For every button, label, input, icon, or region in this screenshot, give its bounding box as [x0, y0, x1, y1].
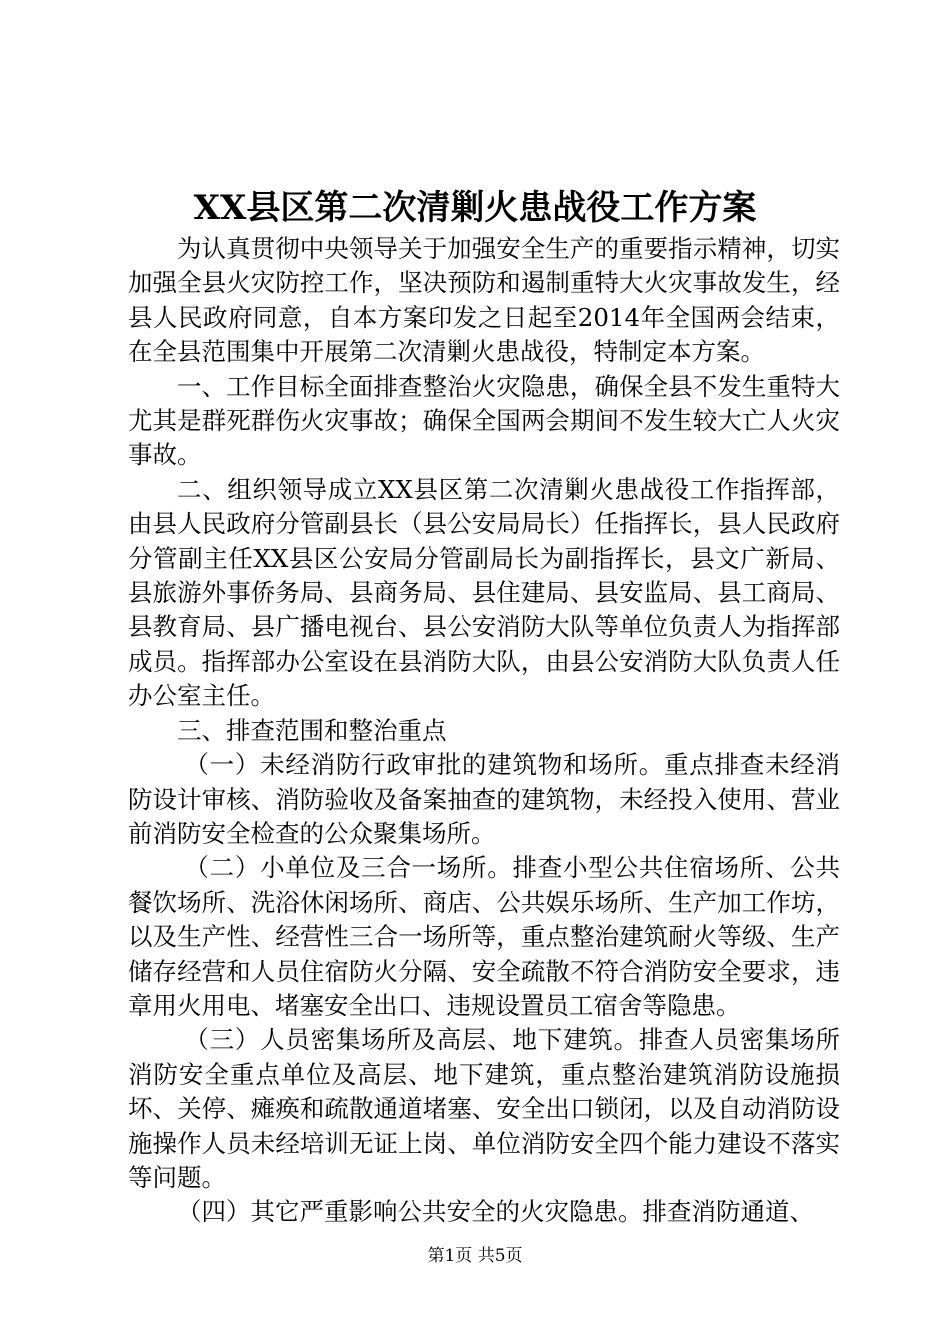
paragraph-subsection-2: （二）小单位及三合一场所。排查小型公共住宿场所、公共餐饮场所、洗浴休闲场所、商店、公共娱乐场所、生产加工作坊，以及生产性、经营性三合一场所等，重点整治建筑耐火等级、生产储存经营和人员住宿防火分隔、安全疏散不符合消防安全要求，违章用火用电、堵塞安全出口、违规设置员工宿舍等隐患。: [128, 853, 840, 1020]
paragraph-section-2-organization: 二、组织领导成立XX县区第二次清剿火患战役工作指挥部，由县人民政府分管副县长（县公安局局长）任指挥长，县人民政府分管副主任XX县区公安局分管副局长为副指挥长，县文广新局、县旅游外事侨务局、县商务局、县住建局、县安监局、县工商局、县教育局、县广播电视台、县公安消防大队等单位负责人为指挥部成员。指挥部办公室设在县消防大队，由县公安消防大队负责人任办公室主任。: [128, 474, 840, 711]
paragraph-section-1-goals: 一、工作目标全面排查整治火灾隐患，确保全县不发生重特大尤其是群死群伤火灾事故；确保全国两会期间不发生较大亡人火灾事故。: [128, 371, 840, 470]
page-number-footer: 第1页 共5页: [427, 1246, 523, 1266]
document-body: [128, 232, 840, 1230]
paragraph-subsection-1: （一）未经消防行政审批的建筑物和场所。重点排查未经消防设计审核、消防验收及备案抽查的建筑物，未经投入使用、营业前消防安全检查的公众聚集场所。: [128, 750, 840, 848]
document-title: XX县区第二次清剿火患战役工作方案: [193, 188, 757, 228]
heading-section-3-scope: 三、排查范围和整治重点: [177, 715, 447, 745]
paragraph-subsection-3: （三）人员密集场所及高层、地下建筑。排查人员密集场所消防安全重点单位及高层、地下建筑，重点整治建筑消防设施损坏、关停、瘫痪和疏散通道堵塞、安全出口锁闭，以及自动消防设施操作人员未经培训无证上岗、单位消防安全四个能力建设不落实等问题。: [128, 1025, 840, 1192]
paragraph-intro: 为认真贯彻中央领导关于加强安全生产的重要指示精神，切实加强全县火灾防控工作，坚决预防和遏制重特大火灾事故发生，经县人民政府同意，自本方案印发之日起至2014年全国两会结束，在全县范围集中开展第二次清剿火患战役，特制定本方案。: [128, 234, 840, 367]
paragraph-subsection-4: （四）其它严重影响公共安全的火灾隐患。排查消防通道、: [177, 1197, 814, 1227]
